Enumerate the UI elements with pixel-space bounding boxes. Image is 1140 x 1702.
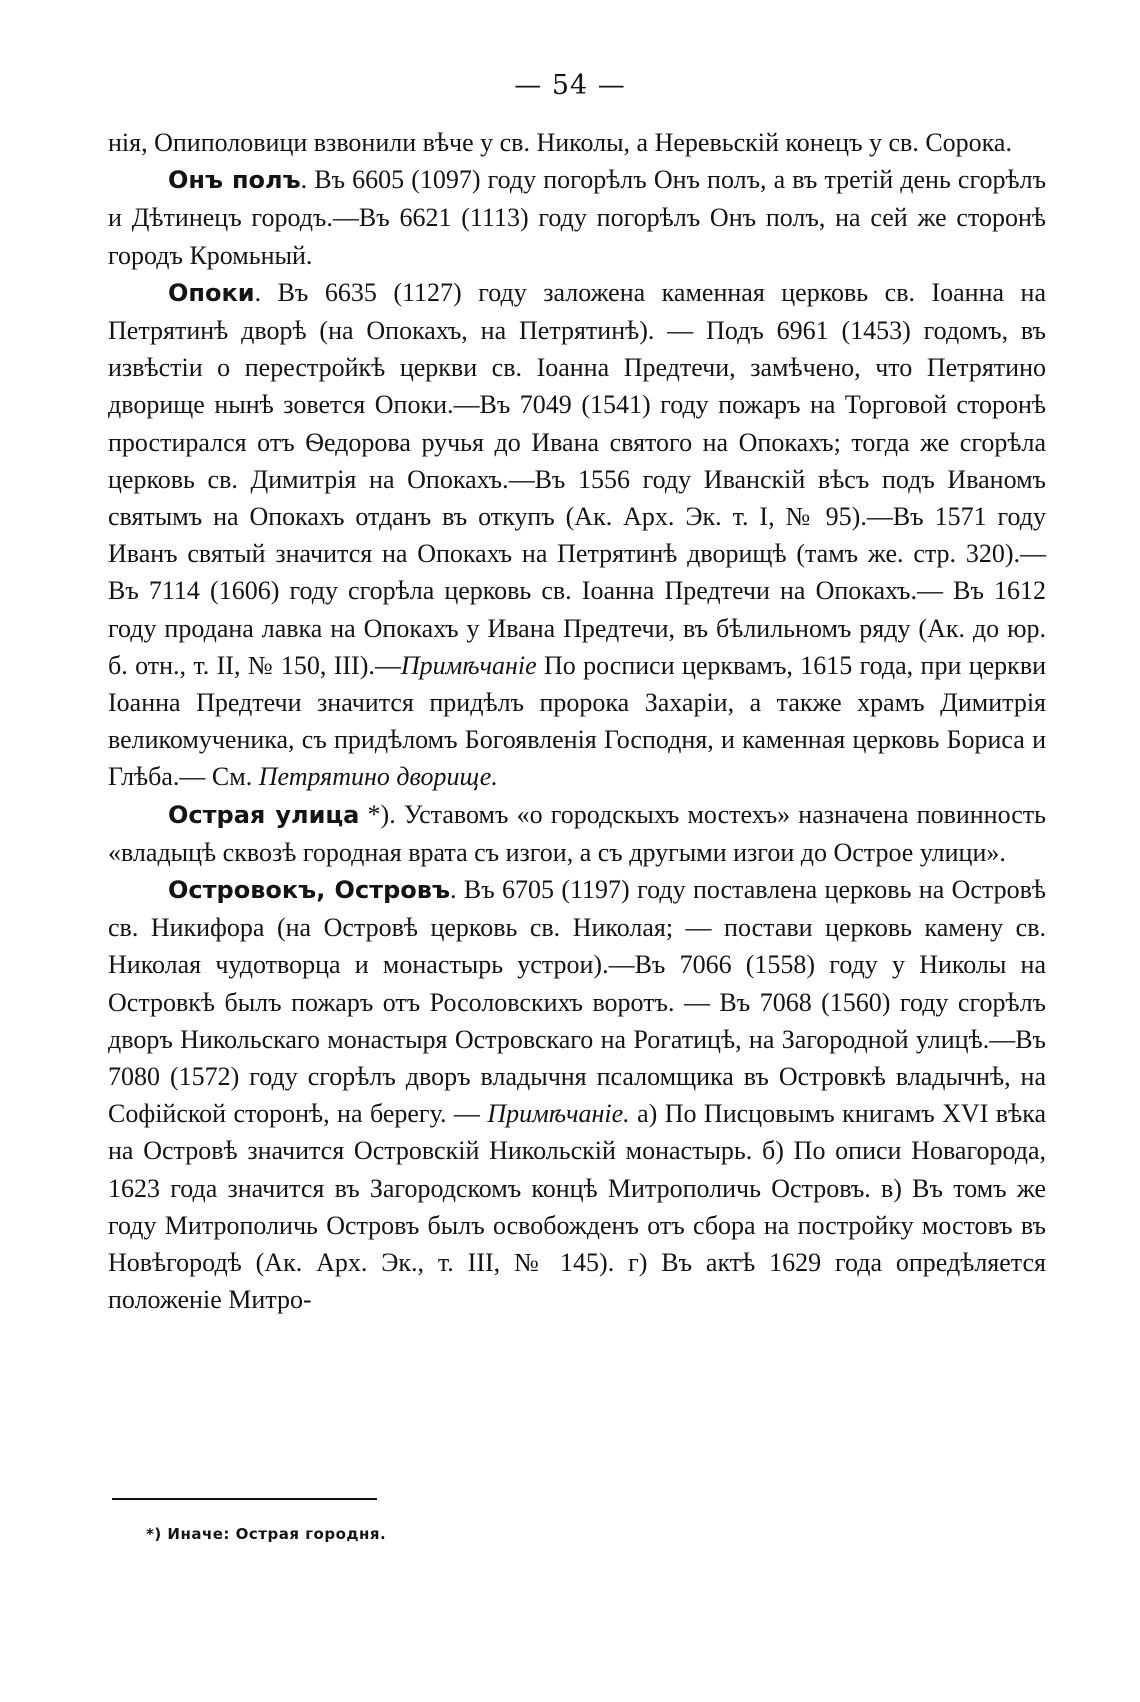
note-label: Примѣчаніе xyxy=(400,650,537,680)
entry-ostrovok xyxy=(108,871,1046,1318)
entry-text: . Въ 6635 (1127) году заложена каменная церковь св. Іоанна на Петрятинѣ дворѣ (на Опокахъ, на Петрятинѣ). — Подъ 6961 (1453) годомъ, въ извѣстіи о перестройкѣ церкви св. Іоанна Предтечи, замѣчено, что Петрятино дворище нынѣ зовется Опоки.—Въ 7049 (1541) году пожаръ на Торговой сторонѣ простирался отъ Ѳедорова ручья до Ивана святого на Опокахъ; тогда же сгорѣла церковь св. Димитрія на Опокахъ.—Въ 1556 году Иванскій вѣсъ подъ Иваномъ святымъ на Опокахъ отданъ въ откупъ (Ак. Арх. Эк. т. I, № 95).—Въ 1571 году Иванъ святый значится на Опокахъ на Петрятинѣ дворищѣ (тамъ же. стр. 320).— Въ 7114 (1606) году сгорѣла церковь св. Іоанна Предтечи на Опокахъ.— Въ 1612 году продана лавка на Опокахъ у Ивана Предтечи, въ бѣлильномъ ряду (Ак. до юр. б. отн., т. II, № 150, III).— xyxy=(108,277,1046,680)
entry-headword: Острая улица xyxy=(168,800,360,829)
entry-text-continued: а) По Писцовымъ книгамъ XVI вѣка на Островѣ значится Островскій Никольскій монастырь. б) По описи Новагорода, 1623 года значится въ Загородскомъ концѣ Митрополичь Островъ. в) Въ томъ же году Митрополичь Островъ былъ освобожденъ отъ сбора на постройку мостовъ въ Новѣгородѣ (Ак. Арх. Эк., т. III, № 145). г) Въ актѣ 1629 года опредѣляется положеніе Митро- xyxy=(108,1099,1046,1315)
paragraph-text: нія, Опиполовици взвонили вѣче у св. Николы, а Неревьскій конецъ у св. Сорока. xyxy=(108,128,1012,157)
entry-headword: Островокъ, Островъ xyxy=(168,876,450,905)
entry-opoki xyxy=(108,274,1046,796)
page-number: — 54 — xyxy=(514,70,626,101)
main-text xyxy=(108,124,1046,1319)
entry-text: *). Уставомъ «о городскыхъ мостехъ» назначена повинность «владыцѣ сквозѣ городная врата съ изгои, а съ другыми изгои до Острое улици». xyxy=(108,799,1047,867)
entry-on-pol xyxy=(108,161,1046,274)
footnote: *) Иначе: Острая городня. xyxy=(146,1525,387,1543)
entry-headword: Опоки xyxy=(168,278,255,307)
entry-text-continued: По росписи церквамъ, 1615 года, при церкви Іоанна Предтечи значится придѣлъ пророка Захаріи, а также храмъ Димитрія великомученика, съ придѣломъ Богоявленія Господня, и каменная церковь Бориса и Глѣба.— См. xyxy=(108,650,1047,792)
paragraph-continuation xyxy=(108,124,1046,161)
entry-text: . Въ 6705 (1197) году поставлена церковь на Островѣ св. Никифора (на Островѣ церковь св. Николая; — постави церковь камену св. Николая чудотворца и монастырь устрои).—Въ 7066 (1558) году у Николы на Островкѣ былъ пожаръ отъ Росоловскихъ воротъ. — Въ 7068 (1560) году сгорѣлъ дворъ Никольскаго монастыря Островскаго на Рогатицѣ, на Загородной улицѣ.—Въ 7080 (1572) году сгорѣлъ дворъ владычня псаломщика въ Островкѣ владычнѣ, на Софійской сторонѣ, на берегу. — xyxy=(108,875,1047,1129)
note-label: Примѣчаніе. xyxy=(487,1099,630,1129)
entry-headword: Онъ полъ xyxy=(168,166,301,195)
footnote-divider xyxy=(112,1498,377,1500)
cross-reference: Петрятино дворище. xyxy=(258,762,498,792)
entry-text: . Въ 6605 (1097) году погорѣлъ Онъ полъ, а въ третій день сгорѣлъ и Дѣтинецъ городъ.—Въ 6621 (1113) году погорѣлъ Онъ полъ, на сей же сторонѣ городъ Кромьный. xyxy=(108,165,1047,270)
entry-ostraya-ulitsa xyxy=(108,796,1046,871)
